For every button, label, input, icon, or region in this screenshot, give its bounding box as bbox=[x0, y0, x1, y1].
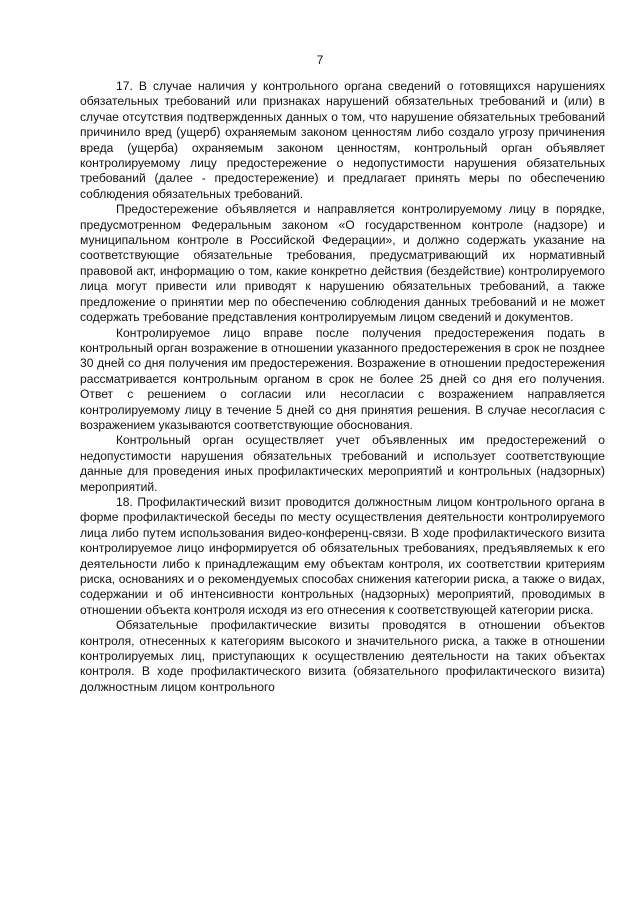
paragraph-17: 17. В случае наличия у контрольного органа сведений о готовящихся нарушениях обязательных требований или признаках нарушений обязательных требований и (или) в случае отсутствия подтвержденных данных о том, что нарушение обязательных требований причинило вред (ущерб) охраняемым законом ценностям либо создало угрозу причинения вреда (ущерба) охраняемым законом ценностям, контрольный орган объявляет контролируемому лицу предостережение о недопустимости нарушения обязательных требований (далее - предостережение) и предлагает принять меры по обеспечению соблюдения обязательных требований. bbox=[80, 79, 605, 201]
paragraph-objection: Контролируемое лицо вправе после получения предостережения подать в контрольный орган возражение в отношении указанного предостережения в срок не позднее 30 дней со дня получения им предостережения. Возражение в отношении предостережения рассматривается контрольным органом в срок не более 25 дней со дня его получения. Ответ с решением о согласии или несогласии с возражением направляется контролируемому лицу в течение 5 дней со дня принятия решения. В случае несогласия с возражением указываются соответствующие обоснования. bbox=[80, 325, 605, 432]
paragraph-18: 18. Профилактический визит проводится должностным лицом контрольного органа в форме профилактической беседы по месту осуществления деятельности контролируемого лица либо путем использования видео-конференц-связи. В ходе профилактического визита контролируемое лицо информируется об обязательных требованиях, предъявляемых к его деятельности либо к принадлежащим ему объектам контроля, их соответствии критериям риска, основаниях и о рекомендуемых способах снижения категории риска, а также о видах, содержании и об интенсивности контрольных (надзорных) мероприятий, проводимых в отношении объекта контроля исходя из его отнесения к соответствующей категории риска. bbox=[80, 494, 605, 617]
paragraph-warning-records: Контрольный орган осуществляет учет объявленных им предостережений о недопустимости нарушения обязательных требований и использует соответствующие данные для проведения иных профилактических мероприятий и контрольных (надзорных) мероприятий. bbox=[80, 433, 605, 494]
paragraph-warning-procedure: Предостережение объявляется и направляется контролируемому лицу в порядке, предусмотренном Федеральным законом «О государственном контроле (надзоре) и муниципальном контроле в Российской Федерации», и должно содержать указание на соответствующие обязательные требования, предусматривающий их нормативный правовой акт, информацию о том, какие конкретно действия (бездействие) контролируемого лица могут привести или приводят к нарушению обязательных требований, а также предложение о принятии мер по обеспечению соблюдения данных требований и не может содержать требование представления контролируемым лицом сведений и документов. bbox=[80, 202, 605, 325]
document-body bbox=[80, 79, 605, 695]
page-number: 7 bbox=[316, 53, 324, 67]
paragraph-mandatory-visits: Обязательные профилактические визиты проводятся в отношении объектов контроля, отнесенных к категориям высокого и значительного риска, а также в отношении контролируемых лиц, приступающих к осуществлению деятельности на таких объектах контроля. В ходе профилактического визита (обязательного профилактического визита) должностным лицом контрольного bbox=[80, 618, 605, 694]
